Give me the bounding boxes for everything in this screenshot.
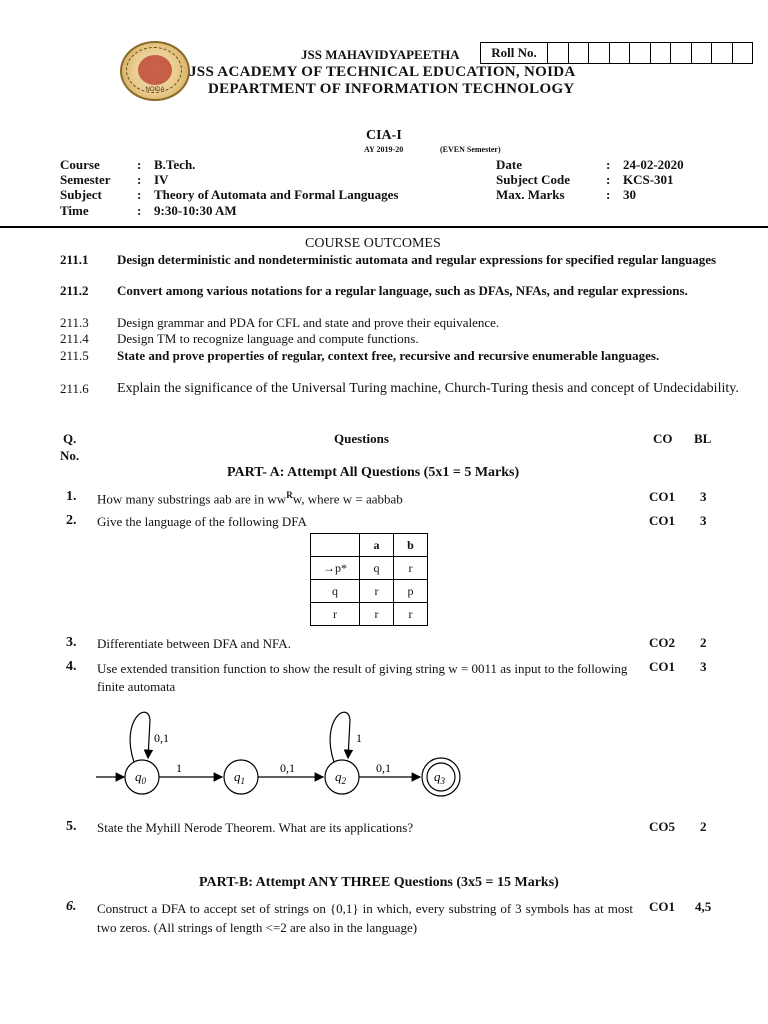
self-loop-q0 <box>130 712 150 762</box>
transition-label-q0-q1: 1 <box>176 761 182 775</box>
meta-colon: : <box>606 187 611 202</box>
question-number: 1. <box>66 489 77 504</box>
state-label-q3: $q_3$ <box>434 769 445 786</box>
roll-cell <box>548 43 569 63</box>
meta-max-marks-value: 30 <box>623 187 636 202</box>
state-label-q1: $q_1$ <box>234 769 245 786</box>
course-outcomes-heading: COURSE OUTCOMES <box>305 236 441 251</box>
meta-colon: : <box>606 172 611 187</box>
bl-value: 4,5 <box>695 899 712 914</box>
exam-title: CIA-I <box>366 128 402 143</box>
department-name: DEPARTMENT OF INFORMATION TECHNOLOGY <box>208 81 575 97</box>
meta-colon: : <box>137 187 142 202</box>
question-number: 2. <box>66 513 77 528</box>
course-outcome-text: Design grammar and PDA for CFL and state and prove their equivalence. <box>117 315 500 330</box>
meta-colon: : <box>137 172 142 187</box>
question-text: Give the language of the following DFA <box>97 514 307 529</box>
logo-text: NOIDA <box>145 87 165 93</box>
question-text-part: How many substrings aab are in ww <box>97 491 287 507</box>
course-outcome-item <box>60 381 739 411</box>
bl-header: BL <box>694 431 712 446</box>
question-text-part: w, where w = aabbab <box>292 491 403 507</box>
table-row <box>311 557 428 580</box>
co-value: CO5 <box>649 819 675 834</box>
roll-cell <box>712 43 733 63</box>
roll-cell <box>610 43 631 63</box>
question-text: Construct a DFA to accept set of strings on {0,1} in which, every substring of 3 symbols has at most two zeros. (All strings of length <=2 are also in the language) <box>97 901 633 935</box>
roll-cell <box>589 43 610 63</box>
meta-semester-label: Semester <box>60 172 111 187</box>
loop-label-q2: 1 <box>356 731 362 745</box>
course-outcome-text: Convert among various notations for a regular language, such as DFAs, NFAs, and regular expressions. <box>117 283 688 298</box>
table-cell: r <box>360 580 394 603</box>
course-outcome-item <box>60 283 710 313</box>
table-header-cell: b <box>394 534 428 557</box>
meta-course-label: Course <box>60 157 100 172</box>
meta-time-value: 9:30-10:30 AM <box>154 203 237 218</box>
bl-value: 2 <box>700 819 707 834</box>
table-cell <box>311 534 360 557</box>
org-name: JSS MAHAVIDYAPEETHA <box>301 47 460 62</box>
table-cell: r <box>394 557 428 580</box>
meta-subject-code-value: KCS-301 <box>623 172 674 187</box>
table-cell: r <box>311 603 360 626</box>
course-outcome-code: 211.4 <box>60 331 89 346</box>
state-label-q2: $q_2$ <box>335 769 346 786</box>
finite-automaton-diagram <box>90 700 490 810</box>
meta-course-value: B.Tech. <box>154 157 196 172</box>
meta-time-label: Time <box>60 203 89 218</box>
header-divider <box>0 226 768 228</box>
question-text: Differentiate between DFA and NFA. <box>97 636 291 651</box>
table-cell: r <box>394 603 428 626</box>
course-outcome-item <box>60 331 710 346</box>
roll-number-label: Roll No. <box>481 43 548 63</box>
table-cell: r <box>360 603 394 626</box>
meta-date-label: Date <box>496 157 522 172</box>
qno-header: Q. <box>63 431 77 446</box>
course-outcome-item <box>60 315 710 330</box>
part-b-title: PART-B: Attempt ANY THREE Questions (3x5 = 15 Marks) <box>199 875 559 890</box>
course-outcome-item <box>60 348 710 378</box>
table-row <box>311 580 428 603</box>
table-cell: q <box>360 557 394 580</box>
course-outcome-text: State and prove properties of regular, context free, recursive and recursive enumerable languages. <box>117 348 660 363</box>
meta-subject-value: Theory of Automata and Formal Languages <box>154 187 399 202</box>
transition-label-q1-q2: 0,1 <box>280 761 295 775</box>
institute-logo <box>120 41 190 101</box>
co-value: CO1 <box>649 489 675 504</box>
question-number: 6. <box>66 899 77 914</box>
table-cell: p <box>394 580 428 603</box>
co-value: CO1 <box>649 513 675 528</box>
bl-value: 3 <box>700 513 707 528</box>
question-number: 4. <box>66 659 77 674</box>
meta-date-value: 24-02-2020 <box>623 157 684 172</box>
bl-value: 3 <box>700 659 707 674</box>
bl-value: 2 <box>700 635 707 650</box>
course-outcome-code: 211.6 <box>60 381 89 396</box>
academic-year: AY 2019-20 <box>364 145 404 154</box>
academy-name: JSS ACADEMY OF TECHNICAL EDUCATION, NOIDA <box>189 64 576 80</box>
question-text <box>97 490 403 507</box>
state-label-q0: $q_0$ <box>135 769 146 786</box>
roll-number-box <box>480 42 753 64</box>
meta-colon: : <box>137 157 142 172</box>
table-cell: →p* <box>311 557 360 580</box>
course-outcome-code: 211.2 <box>60 283 89 298</box>
course-outcome-text: Explain the significance of the Universal Turing machine, Church-Turing thesis and concept of Undecidability. <box>117 381 739 396</box>
transition-label-q2-q3: 0,1 <box>376 761 391 775</box>
roll-cell <box>692 43 713 63</box>
meta-colon: : <box>606 157 611 172</box>
meta-semester-value: IV <box>154 172 169 187</box>
co-value: CO1 <box>649 899 675 914</box>
question-number: 3. <box>66 635 77 650</box>
semester-type: (EVEN Semester) <box>440 145 501 154</box>
co-header: CO <box>653 431 673 446</box>
course-outcome-code: 211.3 <box>60 315 89 330</box>
roll-cell <box>651 43 672 63</box>
part-a-title: PART- A: Attempt All Questions (5x1 = 5 Marks) <box>227 465 520 480</box>
bl-value: 3 <box>700 489 707 504</box>
table-header-cell: a <box>360 534 394 557</box>
superscript-r: R <box>286 490 293 500</box>
qno-header-line2: No. <box>60 448 80 463</box>
roll-cell <box>569 43 590 63</box>
question-text: Use extended transition function to show the result of giving string w = 0011 as input to the following finite automata <box>97 661 628 694</box>
question-text: State the Myhill Nerode Theorem. What are its applications? <box>97 820 414 835</box>
course-outcome-code: 211.1 <box>60 252 89 267</box>
co-value: CO2 <box>649 635 675 650</box>
meta-colon: : <box>137 203 142 218</box>
logo-emblem-icon <box>138 55 172 85</box>
table-row <box>311 603 428 626</box>
table-row <box>311 534 428 557</box>
table-cell: q <box>311 580 360 603</box>
question-number: 5. <box>66 819 77 834</box>
meta-subject-code-label: Subject Code <box>496 172 571 187</box>
roll-cell <box>671 43 692 63</box>
dfa-transition-table <box>310 533 428 626</box>
meta-subject-label: Subject <box>60 187 102 202</box>
meta-max-marks-label: Max. Marks <box>496 187 565 202</box>
questions-header: Questions <box>334 431 389 446</box>
roll-cell <box>733 43 753 63</box>
course-outcome-code: 211.5 <box>60 348 89 363</box>
course-outcome-text: Design deterministic and nondeterministic automata and regular expressions for specified regular languages <box>117 252 717 267</box>
roll-cell <box>630 43 651 63</box>
self-loop-q2 <box>330 712 350 762</box>
course-outcome-item <box>60 252 717 282</box>
co-value: CO1 <box>649 659 675 674</box>
loop-label-q0: 0,1 <box>154 731 169 745</box>
course-outcome-text: Design TM to recognize language and compute functions. <box>117 331 419 346</box>
